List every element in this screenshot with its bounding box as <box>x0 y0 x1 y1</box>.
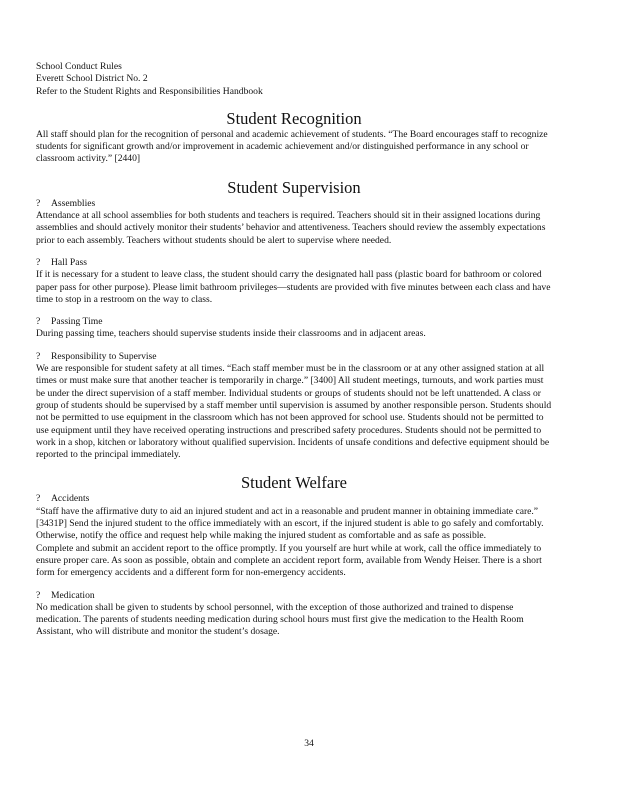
hall-pass-body: If it is necessary for a student to leave class, the student should carry the designated hall pass (plastic board for bathroom or colored paper pass for other purpose). Please limit bathroom privileges—students are provided with five minutes between each class and have time to stop in a restroom on the way to class. <box>36 269 551 305</box>
subsection-title-passing-time <box>36 316 552 328</box>
section-heading-recognition: Student Recognition <box>226 108 362 128</box>
responsibility-body: We are responsible for student safety at all times. “Each staff member must be in the classroom or at any other assigned station at all times or must make sure that another teacher is temporarily in charge.” [3400] All student meetings, turnouts, and work parties must be under the direct supervision of a staff member. Individual students or groups of students should not be left unattended. A class or group of students should be supervised by a staff member until supervision is assumed by another responsible person. Students should not be permitted to use equipment in the classroom which has not been approved for school use. Students should not be permitted to use equipment until they have received operating instructions and prescribed safety procedures. Students should not be permitted to work in a shop, kitchen or laboratory without qualified supervision. Incidents of unsafe conditions and defective equipment should be reported to the principal immediately. <box>36 363 552 461</box>
header-line-1: School Conduct Rules <box>36 61 122 72</box>
page-content <box>36 61 552 639</box>
accidents-body-2: Complete and submit an accident report to the office promptly. If you yourself are hurt while at work, call the office immediately to ensure proper care. As soon as possible, obtain and complete an accident report form, available from Wendy Heiser. There is a short form for emergency accidents and a different form for non-emergency accidents. <box>36 542 542 579</box>
hall-pass-title: Hall Pass <box>51 256 87 268</box>
bullet-mark: ? <box>36 589 41 601</box>
accidents-body-1: “Staff have the affirmative duty to aid an injured student and act in a reasonable and prudent manner in obtaining immediate care.” [3431P] Send the injured student to the office immediately with an escort, if the injured student is able to go safely and comfortably. Otherwise, notify the office and request help while making the injured student as comfortable and as safe as possible. <box>36 505 544 542</box>
assemblies-body: Attendance at all school assemblies for both students and teachers is required. Teachers should sit in their assigned locations during assemblies and should actively monitor their students’ behavior and attentiveness. Teachers should review the assembly expectations prior to each assembly. Teachers without students should be alert to supervise where needed. <box>36 210 546 246</box>
recognition-body: All staff should plan for the recognition of personal and academic achievement of students. “The Board encourages staff to recognize students for significant growth and/or improvement in academic achievement and/or distinguished performance in any school or classroom activity.” [2440] <box>36 128 548 165</box>
subsection-title-medication <box>36 590 552 602</box>
bullet-mark: ? <box>36 316 41 328</box>
medication-title: Medication <box>51 589 95 601</box>
subsection-title-responsibility <box>36 351 552 363</box>
bullet-mark: ? <box>36 350 41 362</box>
header-line-3: Refer to the Student Rights and Responsibilities Handbook <box>36 85 263 97</box>
section-heading-welfare: Student Welfare <box>240 473 348 493</box>
page-number: 34 <box>304 738 314 749</box>
document-header <box>36 61 552 98</box>
header-line-2: Everett School District No. 2 <box>36 73 148 85</box>
passing-time-title: Passing Time <box>51 316 103 328</box>
section-supervision <box>36 178 552 462</box>
subsection-title-accidents <box>36 493 552 505</box>
responsibility-title: Responsibility to Supervise <box>51 350 157 362</box>
assemblies-title: Assemblies <box>51 197 96 209</box>
accidents-title: Accidents <box>51 493 90 505</box>
bullet-mark: ? <box>36 197 41 209</box>
medication-body: No medication shall be given to students by school personnel, with the exception of those authorized and trained to dispense medication. The parents of students needing medication during school hours must first give the medication to the Health Room Assistant, who will distribute and monitor the student’s dosage. <box>36 601 524 638</box>
bullet-mark: ? <box>36 493 41 505</box>
section-recognition <box>36 109 552 166</box>
section-welfare <box>36 473 552 638</box>
subsection-title-hall-pass <box>36 257 552 269</box>
section-heading-supervision: Student Supervision <box>227 177 361 197</box>
subsection-title-assemblies <box>36 198 552 210</box>
bullet-mark: ? <box>36 256 41 268</box>
passing-time-body: During passing time, teachers should supervise students inside their classrooms and in adjacent areas. <box>36 328 426 340</box>
